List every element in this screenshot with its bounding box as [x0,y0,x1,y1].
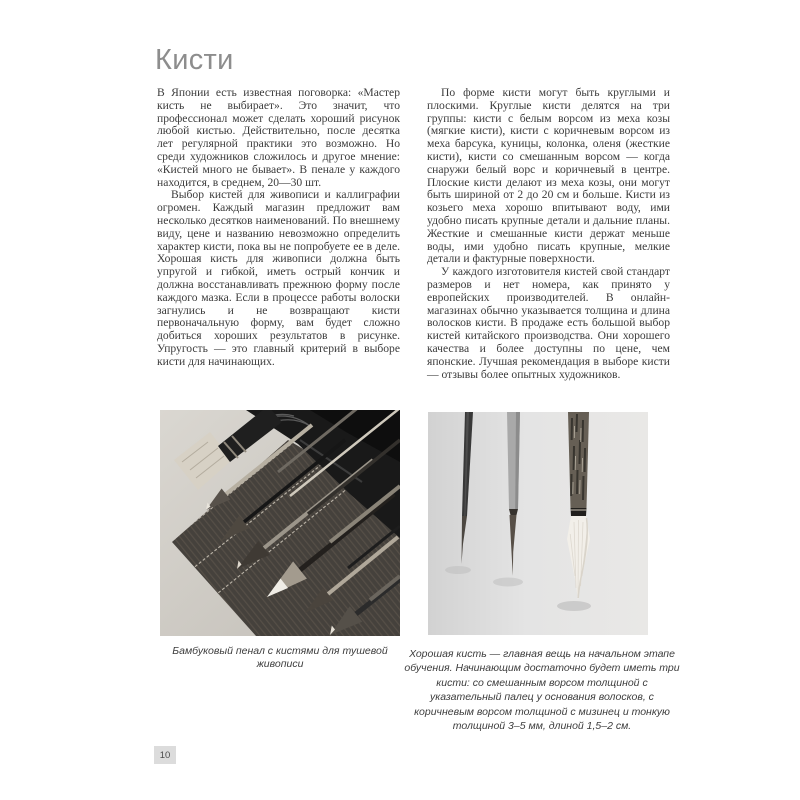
article-text [157,87,670,381]
paragraph: У каждого изготовителя кистей свой стандарт размеров и нет номера, как принято у европейских производителей. В онлайн-магазинах обычно указывается толщина и длина волосков кисти. В продаже есть большой выбор кистей китайского производства. Они хорошего качества и более доступны по цене, чем японские. Лучшая рекомендация в выборе кисти — отзывы более опытных художников. [427,265,670,381]
page-title: Кисти [155,44,234,76]
text-column-left [157,87,400,381]
page-number: 10 [154,746,176,764]
paragraph: В Японии есть известная поговорка: «Мастер кисть не выбирает». Это значит, что профессионал может сделать хороший рисунок любой кистью. Действительно, после десятка лет регулярной практики это возможно. Но среди художников сложилось и другое мнение: «Кистей много не бывает». В пенале у каждого находится, в среднем, 20—30 шт. [157,86,400,189]
three-brushes-photo-caption: Хорошая кисть — главная вещь на начальном этапе обучения. Начинающим достаточно будет иметь три кисти: со смешанным ворсом толщиной с указательный палец у основания волосков, с коричневым ворсом толщиной с мизинец и тонкую толщиной 3–5 мм, длиной 1,5–2 см. [404,648,680,733]
pencase-photo-caption: Бамбуковый пенал с кистями для тушевой живописи [172,645,388,670]
figure-pencase [160,410,400,671]
bamboo-pencase-photo [160,410,400,636]
three-brushes-photo [428,412,648,635]
paragraph: По форме кисти могут быть круглыми и плоскими. Круглые кисти делятся на три группы: кисти с белым ворсом из меха козы (мягкие кисти), кисти с коричневым ворсом из меха барсука, куницы, колонка, оленя (жесткие кисти), кисти со смешанным ворсом — когда снаружи белый ворс и коричневый в центре. Плоские кисти делают из меха козы, они могут быть шириной от 2 до 20 см и больше. Кисти из козьего меха хорошо впитывают воду, ими удобно писать крупные детали и дальние планы. Жесткие и смешанные кисти держат меньше воды, ими удобно писать крупные, мелкие детали и фактурные поверхности. [427,86,670,266]
text-column-right [427,87,670,381]
figure-three-brushes [404,412,680,733]
photo-background [428,412,648,635]
paragraph: Выбор кистей для живописи и каллиграфии огромен. Каждый магазин предложит вам несколько десятков наименований. По внешнему виду, цене и названию невозможно определить характер кисти, пока вы не попробуете ее в деле. Хорошая кисть для живописи должна быть упругой и гибкой, иметь острый кончик и должна восстанавливать прежнюю форму после каждого мазка. Если в процессе работы волоски загнулись и не возвращают кисти первоначальную форму, вам будет сложно добиться хороших результатов в рисунке. Упругость — это главный критерий в выборе кисти для начинающих. [157,188,400,368]
